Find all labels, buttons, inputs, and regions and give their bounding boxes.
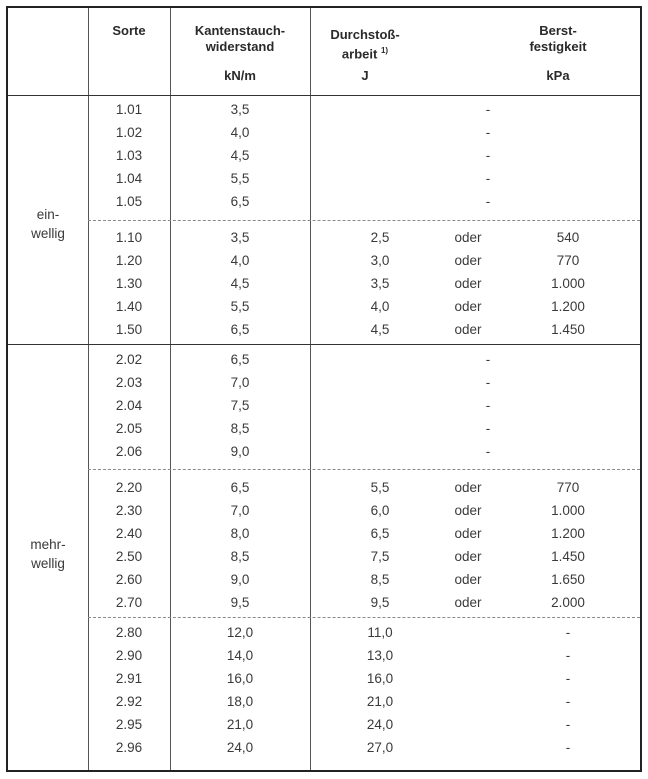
- cell-berstfestigkeit: -: [565, 671, 571, 686]
- cell-berstfestigkeit: -: [565, 694, 571, 709]
- cell-berstfestigkeit: 1.450: [551, 322, 585, 337]
- cell-kantenstauchwiderstand: 7,0: [230, 503, 250, 518]
- cell-kantenstauchwiderstand: 6,5: [230, 194, 250, 209]
- cell-kantenstauchwiderstand: 6,5: [230, 322, 250, 337]
- cell-durchstossarbeit: 5,5: [370, 480, 390, 495]
- cell-durchstossarbeit: -: [485, 148, 491, 163]
- header-divider: [8, 95, 640, 96]
- cell-berstfestigkeit: 1.000: [551, 276, 585, 291]
- cell-durchstossarbeit: 8,5: [370, 572, 390, 587]
- cell-kantenstauchwiderstand: 14,0: [226, 648, 254, 663]
- cell-sorte: 1.50: [115, 322, 143, 337]
- dashed-divider: [88, 617, 640, 618]
- cell-sorte: 2.80: [115, 625, 143, 640]
- cell-berstfestigkeit: 770: [556, 480, 580, 495]
- cell-durchstossarbeit: -: [485, 102, 491, 117]
- cell-sorte: 1.20: [115, 253, 143, 268]
- group-label-line: mehr-: [30, 537, 66, 552]
- cell-berstfestigkeit: -: [565, 740, 571, 755]
- cell-durchstossarbeit: 2,5: [370, 230, 390, 245]
- header-durch-line1: Durchstoß-: [330, 27, 400, 42]
- cell-sorte: 1.02: [115, 125, 143, 140]
- cell-kantenstauchwiderstand: 7,0: [230, 375, 250, 390]
- group-label-mehrwellig: [8, 535, 88, 573]
- cell-kantenstauchwiderstand: 3,5: [230, 102, 250, 117]
- dashed-divider: [88, 469, 640, 470]
- cell-berstfestigkeit: 1.200: [551, 526, 585, 541]
- cell-kantenstauchwiderstand: 3,5: [230, 230, 250, 245]
- cell-sorte: 2.03: [115, 375, 143, 390]
- cell-sorte: 1.40: [115, 299, 143, 314]
- cell-durchstossarbeit: -: [485, 125, 491, 140]
- group-label-line: wellig: [31, 556, 65, 571]
- cell-durchstossarbeit: 16,0: [366, 671, 394, 686]
- cell-durchstossarbeit: 24,0: [366, 717, 394, 732]
- cell-sorte: 1.01: [115, 102, 143, 117]
- cell-durchstossarbeit: -: [485, 375, 491, 390]
- cell-berstfestigkeit: 1.450: [551, 549, 585, 564]
- cell-sorte: 1.05: [115, 194, 143, 209]
- cell-durchstossarbeit: 7,5: [370, 549, 390, 564]
- cell-durchstossarbeit: 6,0: [370, 503, 390, 518]
- group-label-line: wellig: [31, 226, 65, 241]
- cell-kantenstauchwiderstand: 24,0: [226, 740, 254, 755]
- cell-berstfestigkeit: 2.000: [551, 595, 585, 610]
- cell-durchstossarbeit: -: [485, 194, 491, 209]
- cell-kantenstauchwiderstand: 8,5: [230, 549, 250, 564]
- header-durch-unit: J: [361, 68, 369, 83]
- cell-kantenstauchwiderstand: 9,0: [230, 444, 250, 459]
- cell-berstfestigkeit: -: [565, 717, 571, 732]
- cell-sorte: 2.30: [115, 503, 143, 518]
- cell-sorte: 2.04: [115, 398, 143, 413]
- cell-oder: oder: [454, 480, 482, 495]
- group-label-einwellig: [8, 205, 88, 243]
- cell-sorte: 1.10: [115, 230, 143, 245]
- header-berst-line2: festigkeit: [529, 39, 587, 54]
- cell-durchstossarbeit: -: [485, 398, 491, 413]
- header-durch-line2: arbeit $^{1)}$: [341, 46, 389, 62]
- cell-berstfestigkeit: -: [565, 625, 571, 640]
- cell-berstfestigkeit: 1.650: [551, 572, 585, 587]
- cell-sorte: 2.50: [115, 549, 143, 564]
- cell-kantenstauchwiderstand: 7,5: [230, 398, 250, 413]
- cell-oder: oder: [454, 595, 482, 610]
- cell-kantenstauchwiderstand: 18,0: [226, 694, 254, 709]
- cell-durchstossarbeit: 3,5: [370, 276, 390, 291]
- cell-kantenstauchwiderstand: 4,0: [230, 125, 250, 140]
- cell-durchstossarbeit: 4,0: [370, 299, 390, 314]
- header-kanten-line1: Kantenstauch-: [194, 23, 286, 38]
- cell-oder: oder: [454, 322, 482, 337]
- cell-oder: oder: [454, 276, 482, 291]
- header-berst-line1: Berst-: [539, 23, 577, 38]
- header-berst-unit: kPa: [546, 68, 570, 83]
- cell-sorte: 2.40: [115, 526, 143, 541]
- cell-kantenstauchwiderstand: 9,0: [230, 572, 250, 587]
- dashed-divider: [88, 220, 640, 221]
- cell-kantenstauchwiderstand: 4,5: [230, 148, 250, 163]
- group-divider: [8, 344, 640, 345]
- cell-kantenstauchwiderstand: 21,0: [226, 717, 254, 732]
- cell-oder: oder: [454, 253, 482, 268]
- cell-kantenstauchwiderstand: 9,5: [230, 595, 250, 610]
- cell-durchstossarbeit: 27,0: [366, 740, 394, 755]
- cell-kantenstauchwiderstand: 6,5: [230, 352, 250, 367]
- header-sorte: Sorte: [112, 23, 146, 38]
- cell-berstfestigkeit: -: [565, 648, 571, 663]
- cell-durchstossarbeit: -: [485, 421, 491, 436]
- cell-durchstossarbeit: 4,5: [370, 322, 390, 337]
- cell-durchstossarbeit: 11,0: [367, 625, 393, 640]
- cell-oder: oder: [454, 299, 482, 314]
- cell-sorte: 1.30: [115, 276, 143, 291]
- cell-oder: oder: [454, 503, 482, 518]
- cell-kantenstauchwiderstand: 8,0: [230, 526, 250, 541]
- specification-table: [6, 6, 642, 772]
- group-label-line: ein-: [36, 207, 60, 222]
- cell-berstfestigkeit: 770: [556, 253, 580, 268]
- cell-kantenstauchwiderstand: 12,0: [226, 625, 254, 640]
- cell-sorte: 2.20: [115, 480, 143, 495]
- cell-oder: oder: [454, 526, 482, 541]
- cell-kantenstauchwiderstand: 4,0: [230, 253, 250, 268]
- cell-berstfestigkeit: 1.000: [551, 503, 585, 518]
- cell-sorte: 1.04: [115, 171, 143, 186]
- header-kanten-line2: widerstand: [205, 39, 275, 54]
- cell-berstfestigkeit: 1.200: [551, 299, 585, 314]
- cell-durchstossarbeit: 21,0: [366, 694, 394, 709]
- cell-durchstossarbeit: 6,5: [370, 526, 390, 541]
- cell-sorte: 2.05: [115, 421, 143, 436]
- cell-sorte: 2.92: [115, 694, 143, 709]
- cell-oder: oder: [454, 572, 482, 587]
- cell-sorte: 2.96: [115, 740, 143, 755]
- cell-durchstossarbeit: -: [485, 171, 491, 186]
- footnote-marker: 1): [380, 46, 389, 55]
- cell-durchstossarbeit: 3,0: [370, 253, 390, 268]
- cell-durchstossarbeit: 9,5: [370, 595, 390, 610]
- cell-kantenstauchwiderstand: 8,5: [230, 421, 250, 436]
- cell-durchstossarbeit: -: [485, 352, 491, 367]
- cell-oder: oder: [454, 549, 482, 564]
- cell-kantenstauchwiderstand: 5,5: [230, 171, 250, 186]
- cell-sorte: 1.03: [115, 148, 143, 163]
- cell-kantenstauchwiderstand: 16,0: [226, 671, 254, 686]
- cell-sorte: 2.70: [115, 595, 143, 610]
- cell-berstfestigkeit: 540: [556, 230, 580, 245]
- cell-durchstossarbeit: 13,0: [366, 648, 394, 663]
- cell-kantenstauchwiderstand: 5,5: [230, 299, 250, 314]
- cell-sorte: 2.60: [115, 572, 143, 587]
- cell-durchstossarbeit: -: [485, 444, 491, 459]
- cell-sorte: 2.95: [115, 717, 143, 732]
- cell-sorte: 2.91: [115, 671, 143, 686]
- cell-sorte: 2.06: [115, 444, 143, 459]
- cell-kantenstauchwiderstand: 4,5: [230, 276, 250, 291]
- header-kanten-unit: kN/m: [224, 68, 256, 83]
- cell-oder: oder: [454, 230, 482, 245]
- cell-kantenstauchwiderstand: 6,5: [230, 480, 250, 495]
- cell-sorte: 2.02: [115, 352, 143, 367]
- cell-sorte: 2.90: [115, 648, 143, 663]
